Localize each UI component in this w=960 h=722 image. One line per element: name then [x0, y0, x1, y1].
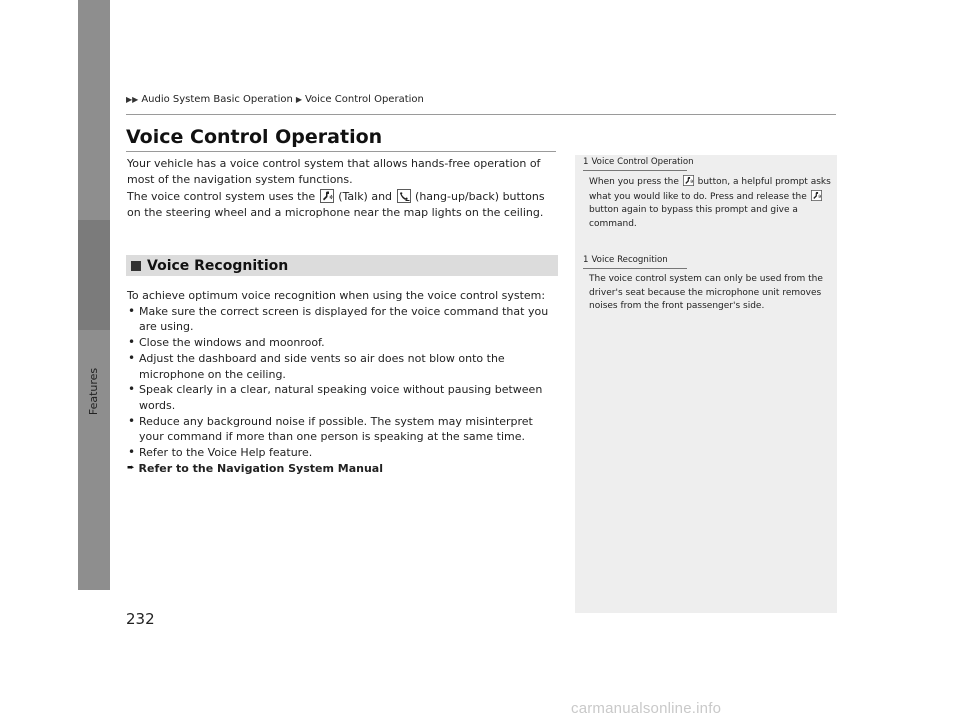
list-item: • Speak clearly in a clear, natural speaking voice without pausing between words. [127, 382, 559, 413]
intro-text-c: (hang-up/back) buttons on the steering wheel and a microphone near the map lights on the ceiling. [127, 189, 545, 219]
note-body: The voice control system can only be used from the driver's seat because the microphone unit removes noises from the front passenger's side. [589, 274, 823, 311]
notes-sidebar [575, 155, 837, 613]
note-number: 1 [583, 255, 589, 265]
side-tab-text: Features [87, 367, 101, 415]
section-content [127, 288, 559, 476]
note-header [583, 255, 687, 269]
breadcrumb-item-voice[interactable]: Voice Control Operation [304, 94, 424, 105]
header-divider [126, 114, 836, 115]
section-lead: To achieve optimum voice recognition when using the voice control system: [127, 289, 546, 302]
list-item: • Close the windows and moonroof. [127, 335, 559, 351]
reference-arrow-icon: ➨ [127, 462, 135, 473]
side-tab-label [82, 356, 106, 426]
list-item: • Reduce any background noise if possible. The system may misinterpret your command if more than one person is speaking at the same time. [127, 414, 559, 445]
talk-button-icon [320, 189, 334, 203]
talk-button-icon [811, 190, 822, 201]
note-text-b: button, a helpful prompt asks what you would like to do. Press and release the [589, 177, 831, 202]
reference-link[interactable] [127, 461, 559, 477]
list-item: • Adjust the dashboard and side vents so air does not blow onto the microphone on the ceiling. [127, 351, 559, 382]
page-number: 232 [126, 610, 155, 628]
note-header [583, 157, 694, 171]
intro-text-a: The voice control system uses the [127, 189, 316, 203]
section-square-icon [131, 261, 141, 271]
hang-up-button-icon [397, 189, 411, 203]
side-tab [78, 0, 110, 590]
reference-text: Refer to the Navigation System Manual [138, 461, 383, 475]
breadcrumb-item-audio[interactable]: Audio System Basic Operation [141, 94, 293, 105]
title-divider [126, 151, 556, 152]
tips-list [127, 304, 559, 461]
note-number: 1 [583, 157, 589, 167]
talk-button-icon [683, 175, 694, 186]
list-item: • Refer to the Voice Help feature. [127, 445, 559, 461]
page-title: Voice Control Operation [126, 126, 383, 148]
breadcrumb [126, 94, 424, 105]
intro-paragraph-1: Your vehicle has a voice control system that allows hands-free operation of most of the navigation system functions. [127, 157, 541, 187]
note-text-c: button again to bypass this prompt and give a command. [589, 205, 798, 229]
watermark: carmanualsonline.info [571, 700, 722, 717]
note-title: Voice Control Operation [591, 157, 694, 167]
note-voice-control [583, 157, 831, 231]
intro-text [127, 156, 559, 221]
note-body [589, 175, 831, 231]
intro-paragraph-2 [127, 189, 559, 222]
breadcrumb-arrow-icon: ▶ [295, 95, 302, 104]
side-tab-highlight [78, 220, 110, 330]
note-text-a: When you press the [589, 177, 679, 187]
section-title: Voice Recognition [147, 257, 289, 274]
section-header [126, 255, 558, 276]
note-voice-recognition [583, 255, 831, 314]
breadcrumb-arrow-icon: ▶▶ [126, 95, 139, 104]
list-item: • Make sure the correct screen is displayed for the voice command that you are using. [127, 304, 559, 335]
note-title: Voice Recognition [591, 255, 668, 265]
intro-text-b: (Talk) and [338, 189, 393, 203]
